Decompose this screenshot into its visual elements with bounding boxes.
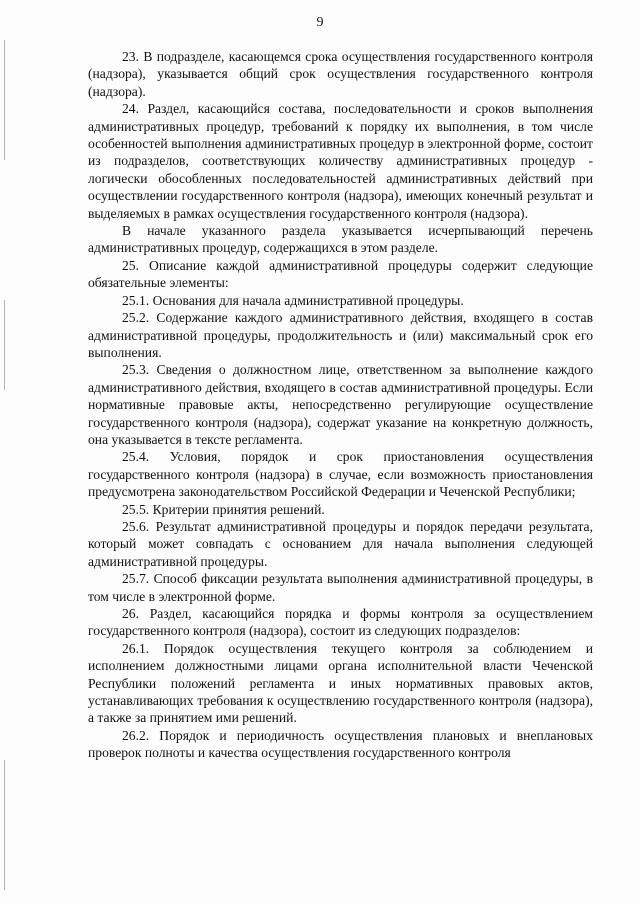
- scan-edge-mark: [4, 40, 5, 160]
- paragraph-26: 26. Раздел, касающийся порядка и формы контроля за осуществлением государственного контроля (надзора), состоит из следующих подразделов:: [88, 606, 593, 639]
- paragraph-25-1: 25.1. Основания для начала административной процедуры.: [122, 292, 464, 308]
- paragraph-25-5: 25.5. Критерии принятия решений.: [122, 501, 325, 517]
- scan-edge-mark: [4, 300, 5, 390]
- paragraph-25-4: 25.4. Условия, порядок и срок приостановления осуществления государственного контроля (надзора) в случае, если возможность приостановления предусмотрена законодательством Российской Федерации и Чеченской Республики;: [88, 449, 593, 500]
- paragraph-25-2: 25.2. Содержание каждого административного действия, входящего в состав административной процедуры, продолжительность и (или) максимальный срок его выполнения.: [88, 310, 593, 360]
- paragraph-24: 24. Раздел, касающийся состава, последовательности и сроков выполнения административных процедур, требований к порядку их выполнения, в том числе особенностей выполнения административных процедур в электронной форме, состоит из подразделов, соответствующих количеству административных процедур - логически обособленных последовательностей административных действий при осуществлении государственного контроля (надзора), имеющих конечный результат и выделяемых в рамках осуществления государственного контроля (надзора).: [88, 101, 593, 221]
- paragraph-24-intro: В начале указанного раздела указывается исчерпывающий перечень административных процедур, содержащихся в этом разделе.: [88, 223, 593, 256]
- paragraph-25-7: 25.7. Способ фиксации результата выполнения административной процедуры, в том числе в электронной форме.: [88, 571, 593, 604]
- page-number: 9: [316, 15, 324, 30]
- paragraph-26-1: 26.1. Порядок осуществления текущего контроля за соблюдением и исполнением должностными лицами органа исполнительной власти Чеченской Республики положений регламента и иных нормативных правовых актов, устанавливающих требования к осуществлению государственного контроля (надзора), а также за принятием ими решений.: [88, 640, 593, 726]
- scan-edge-mark: [4, 760, 5, 890]
- document-body: [88, 48, 593, 762]
- paragraph-23: 23. В подразделе, касающемся срока осуществления государственного контроля (надзора), указывается общий срок осуществления государственного контроля (надзора).: [88, 49, 593, 99]
- paragraph-25-3: 25.3. Сведения о должностном лице, ответственном за выполнение каждого административного действия, входящего в состав административной процедуры. Если нормативные правовые акты, непосредственно регулирующие осуществление государственного контроля (надзора), содержат указание на конкретную должность, она указывается в тексте регламента.: [88, 362, 593, 447]
- paragraph-26-2: 26.2. Порядок и периодичность осуществления плановых и внеплановых проверок полноты и качества осуществления государственного контроля: [88, 727, 593, 761]
- paragraph-25: 25. Описание каждой административной процедуры содержит следующие обязательные элементы:: [88, 257, 593, 291]
- paragraph-25-6: 25.6. Результат административной процедуры и порядок передачи результата, который может совпадать с основанием для начала выполнения следующей административной процедуры.: [88, 518, 593, 569]
